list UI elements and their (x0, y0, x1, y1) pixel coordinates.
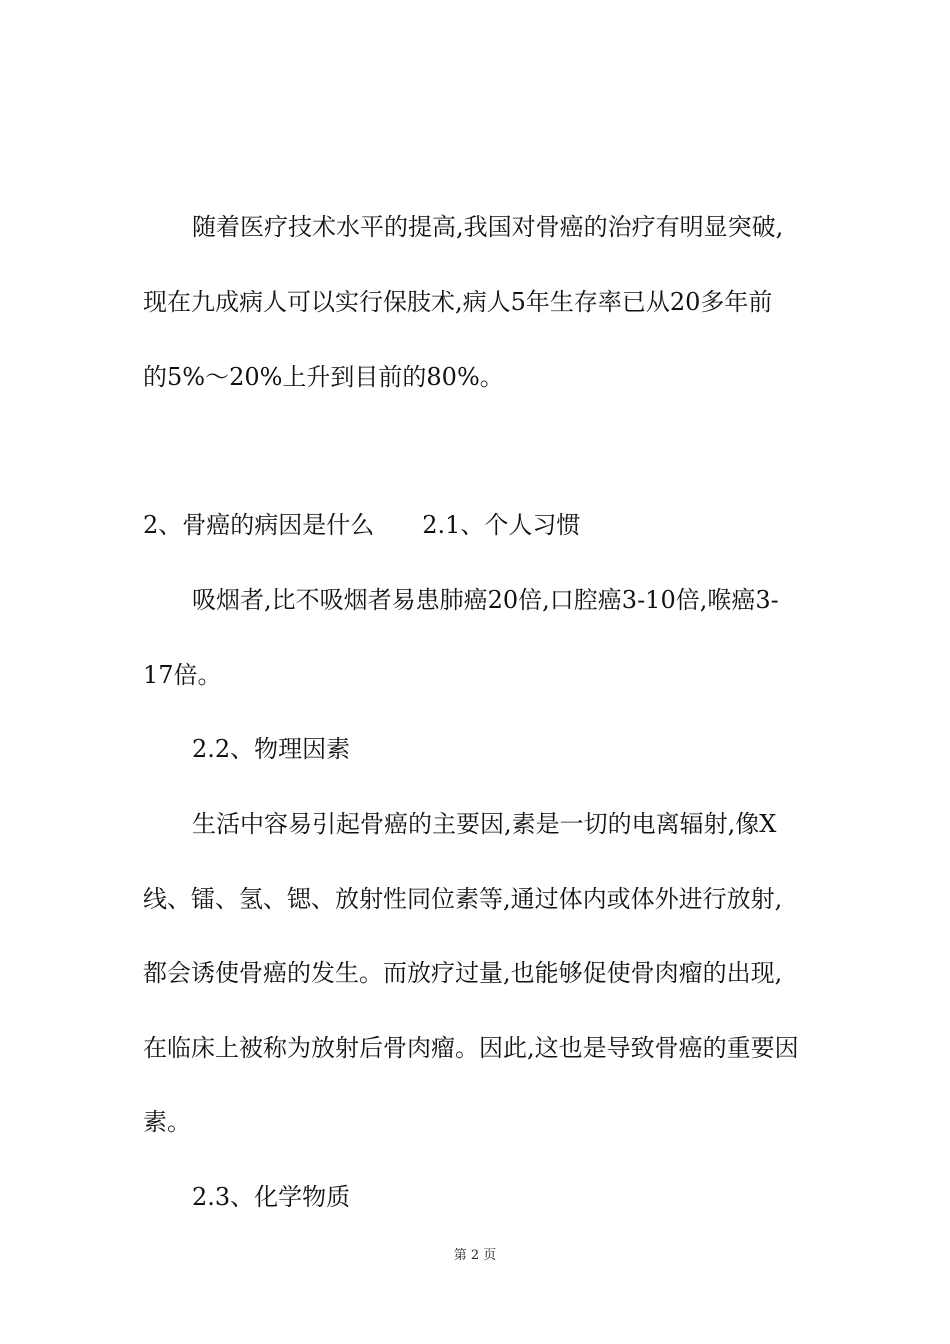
paragraph-2-line-1: 吸烟者,比不吸烟者易患肺癌20倍,口腔癌3-10倍,喉癌3- (192, 586, 779, 614)
paragraph-1-line-2: 现在九成病人可以实行保肢术,病人5年生存率已从20多年前 (143, 288, 773, 316)
paragraph-3-line-4: 在临床上被称为放射后骨肉瘤。因此,这也是导致骨癌的重要因 (143, 1034, 799, 1062)
paragraph-3-line-1: 生活中容易引起骨癌的主要因,素是一切的电离辐射,像X (192, 810, 777, 838)
paragraph-2-line-2: 17倍。 (143, 661, 222, 689)
subheading-chemical-substances: 2.3、化学物质 (192, 1183, 351, 1211)
paragraph-3-line-5: 素。 (143, 1108, 191, 1136)
paragraph-1-line-3: 的5%～20%上升到目前的80%。 (143, 363, 504, 391)
paragraph-3-line-2: 线、镭、氢、锶、放射性同位素等,通过体内或体外进行放射, (143, 885, 783, 913)
paragraph-3-line-3: 都会诱使骨癌的发生。而放疗过量,也能够促使骨肉瘤的出现, (143, 959, 783, 987)
paragraph-1-line-1: 随着医疗技术水平的提高,我国对骨癌的治疗有明显突破, (192, 213, 784, 241)
section-heading: 2、骨癌的病因是什么 2.1、个人习惯 (143, 511, 581, 539)
page-number-footer: 第 2 页 (453, 1248, 497, 1263)
subheading-physical-factors: 2.2、物理因素 (192, 735, 351, 763)
